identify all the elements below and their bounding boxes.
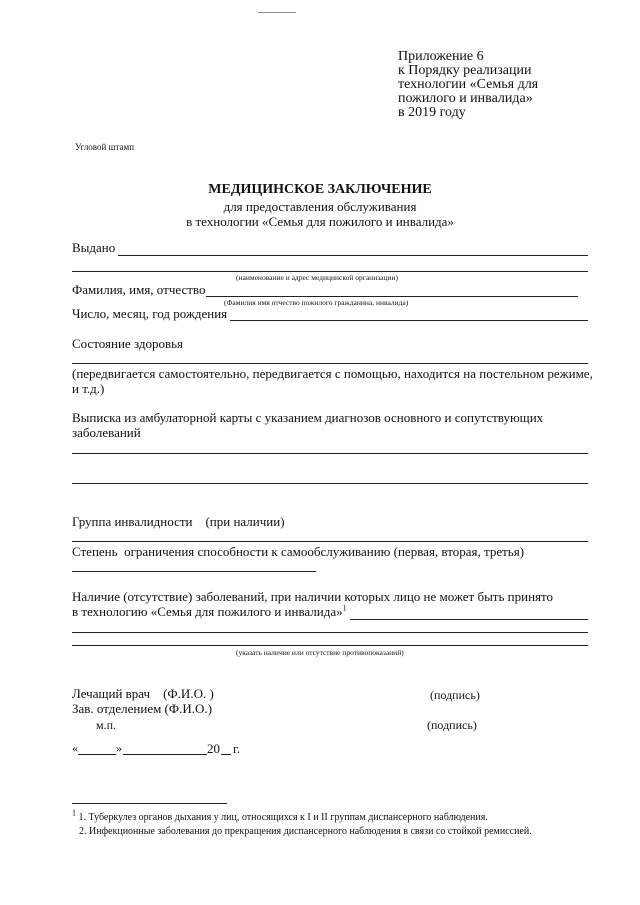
appendix-line-3: технологии «Семья для (398, 77, 539, 92)
diseases-footnote-mark: 1 (342, 603, 347, 613)
doctor-signature-label: (подпись) (430, 688, 480, 702)
extract-label: Выписка из амбулаторной карты с указанием диагнозов основного и сопутствующих (72, 410, 544, 425)
date-year-prefix: 20 (207, 741, 220, 756)
date-month-line[interactable] (123, 754, 207, 755)
date-year-line[interactable] (221, 754, 231, 755)
health-note: (передвигается самостоятельно, передвигается с помощью, находится на постельном режиме, (72, 366, 593, 381)
degree-label: Степень ограничения способности к самообслуживанию (первая, вторая, третья) (72, 544, 525, 559)
footnote-1 (72, 808, 488, 823)
seal-label: м.п. (96, 718, 117, 732)
document-subtitle-1: для предоставления обслуживания (223, 199, 417, 214)
appendix-line-2: к Порядку реализации (398, 63, 532, 78)
stamp-label: Угловой штамп (75, 142, 135, 152)
date-year-suffix: г. (233, 741, 241, 756)
issued-label: Выдано (72, 240, 116, 255)
footnote-1-text: 1. Туберкулез органов дыхания у лиц, относящихся к I и II группам диспансерного наблюдения. (78, 812, 488, 823)
issued-input-line[interactable] (118, 255, 588, 256)
health-label: Состояние здоровья (72, 336, 184, 351)
disability-label: Группа инвалидности (при наличии) (72, 514, 285, 529)
head-signature-label: (подпись) (427, 718, 477, 732)
birth-label: Число, месяц, год рождения (72, 306, 228, 321)
fio-input-line[interactable] (206, 296, 578, 297)
document-title: МЕДИЦИНСКОЕ ЗАКЛЮЧЕНИЕ (208, 182, 432, 197)
scan-artifact-line (258, 12, 296, 13)
contra-hint: (указать наличие или отсутствие противопоказаний) (236, 648, 404, 657)
degree-input-line[interactable] (72, 571, 316, 572)
appendix-line-4: пожилого и инвалида» (398, 91, 533, 106)
head-label: Зав. отделением (Ф.И.О.) (72, 701, 213, 716)
diseases-input-line-2[interactable] (72, 632, 588, 633)
footnote-1-mark: 1 (72, 808, 76, 818)
diseases-input-line-3[interactable] (72, 645, 588, 646)
doctor-label: Лечащий врач (Ф.И.О. ) (72, 686, 214, 701)
footnote-2: 2. Инфекционные заболевания до прекращения диспансерного наблюдения в связи со стойкой ремиссией. (79, 826, 532, 837)
issued-hint: (наименование и адрес медицинской организации) (236, 273, 399, 282)
fio-label: Фамилия, имя, отчество (72, 282, 206, 297)
birth-input-line[interactable] (230, 320, 588, 321)
disability-input-line[interactable] (72, 541, 588, 542)
health-note-2: и т.д.) (72, 381, 105, 396)
footnote-separator (72, 803, 227, 804)
diseases-input-line[interactable] (350, 619, 588, 620)
diseases-label-2-text: в технологию «Семья для пожилого и инвалида» (72, 604, 343, 619)
document-subtitle-2: в технологии «Семья для пожилого и инвалида» (186, 214, 454, 229)
date-open-quote: « (72, 741, 78, 755)
date-day-line[interactable] (78, 754, 116, 755)
fio-hint: (Фамилия имя отчество пожилого гражданина, инвалида) (224, 298, 409, 307)
extract-label-2: заболеваний (72, 425, 141, 440)
appendix-line-5: в 2019 году (398, 105, 466, 120)
diseases-label-2 (72, 604, 347, 620)
extract-input-line-2[interactable] (72, 483, 588, 484)
date-close-quote: » (116, 741, 122, 755)
issued-input-line-2[interactable] (72, 271, 588, 272)
extract-input-line-1[interactable] (72, 453, 588, 454)
health-input-line[interactable] (72, 363, 588, 364)
appendix-header (398, 50, 538, 120)
diseases-label: Наличие (отсутствие) заболеваний, при наличии которых лицо не может быть принято (72, 589, 554, 604)
appendix-line-1: Приложение 6 (398, 49, 484, 64)
